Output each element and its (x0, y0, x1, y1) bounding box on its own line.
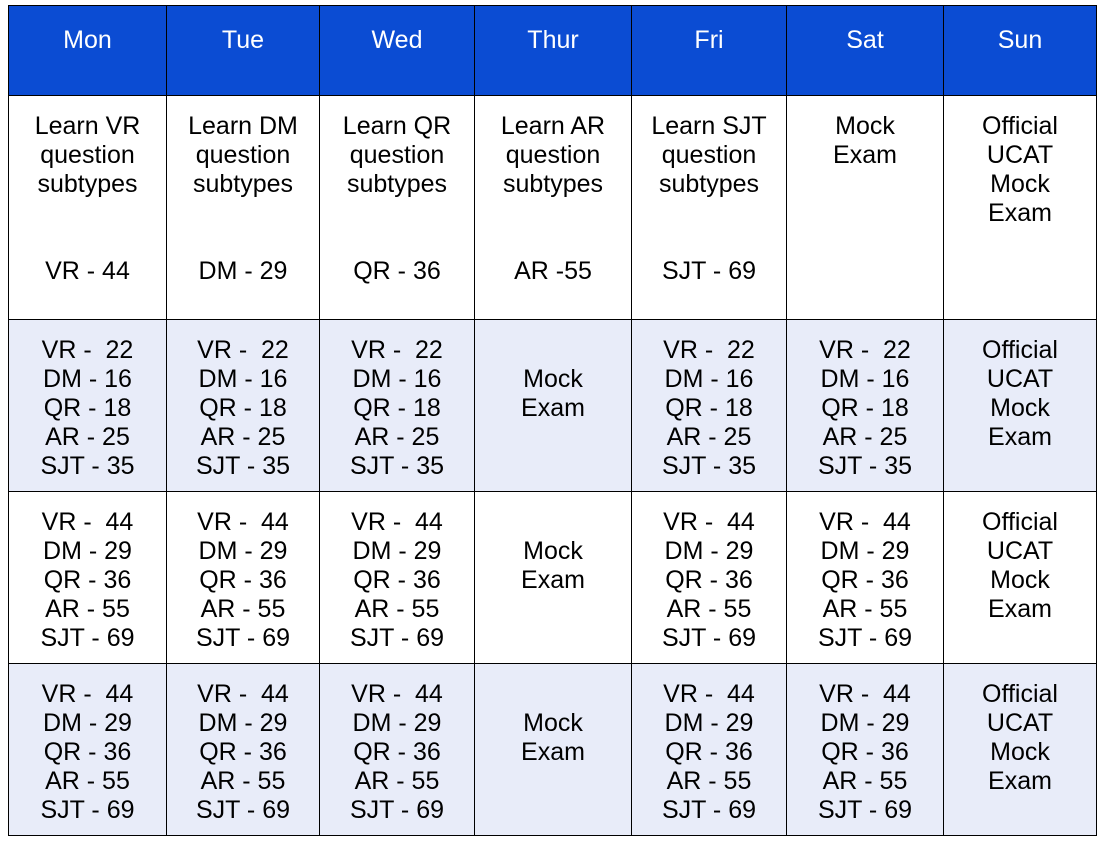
learn-label: Learn AR question subtypes (500, 112, 606, 198)
header-sun: Sun (944, 6, 1097, 96)
learn-label: Learn VR question subtypes (34, 112, 141, 198)
week3-thur-cell (475, 492, 632, 664)
week3-mon-cell: VR - 44 DM - 29 QR - 36 AR - 55 SJT - 69 (9, 492, 167, 664)
week3-fri-cell: VR - 44 DM - 29 QR - 36 AR - 55 SJT - 69 (632, 492, 787, 664)
header-mon: Mon (9, 6, 167, 96)
week3-tue-cell: VR - 44 DM - 29 QR - 36 AR - 55 SJT - 69 (167, 492, 320, 664)
question-count: VR - 44 (45, 257, 130, 285)
mock-exam-label: Mock Exam (521, 365, 585, 422)
week2-thur-cell (475, 320, 632, 492)
week1-sat-cell: Mock Exam (787, 96, 944, 320)
week2-tue-cell: VR - 22 DM - 16 QR - 18 AR - 25 SJT - 35 (167, 320, 320, 492)
week-1-row (9, 96, 1097, 320)
question-count: DM - 29 (198, 257, 288, 285)
header-tue: Tue (167, 6, 320, 96)
week-2-row (9, 320, 1097, 492)
header-fri: Fri (632, 6, 787, 96)
question-count: SJT - 69 (661, 257, 757, 285)
week4-sat-cell: VR - 44 DM - 29 QR - 36 AR - 55 SJT - 69 (787, 664, 944, 836)
study-schedule-table (8, 5, 1097, 836)
week4-mon-cell: VR - 44 DM - 29 QR - 36 AR - 55 SJT - 69 (9, 664, 167, 836)
header-sat: Sat (787, 6, 944, 96)
week1-sun-cell: Official UCAT Mock Exam (944, 96, 1097, 320)
week2-fri-cell: VR - 22 DM - 16 QR - 18 AR - 25 SJT - 35 (632, 320, 787, 492)
week-3-row (9, 492, 1097, 664)
week3-sun-cell: Official UCAT Mock Exam (944, 492, 1097, 664)
learn-label: Learn DM question subtypes (188, 112, 298, 198)
week2-wed-cell: VR - 22 DM - 16 QR - 18 AR - 25 SJT - 35 (320, 320, 475, 492)
week4-tue-cell: VR - 44 DM - 29 QR - 36 AR - 55 SJT - 69 (167, 664, 320, 836)
question-count: QR - 36 (353, 257, 441, 285)
learn-label: Learn QR question subtypes (342, 112, 452, 198)
week3-sat-cell: VR - 44 DM - 29 QR - 36 AR - 55 SJT - 69 (787, 492, 944, 664)
week2-sun-cell: Official UCAT Mock Exam (944, 320, 1097, 492)
mock-exam-label: Mock Exam (521, 537, 585, 594)
header-wed: Wed (320, 6, 475, 96)
week1-fri-cell (632, 96, 787, 320)
week4-sun-cell: Official UCAT Mock Exam (944, 664, 1097, 836)
week4-wed-cell: VR - 44 DM - 29 QR - 36 AR - 55 SJT - 69 (320, 664, 475, 836)
week-4-row (9, 664, 1097, 836)
week1-thur-cell (475, 96, 632, 320)
week4-fri-cell: VR - 44 DM - 29 QR - 36 AR - 55 SJT - 69 (632, 664, 787, 836)
learn-label: Learn SJT question subtypes (651, 112, 767, 198)
header-row (9, 6, 1097, 96)
week1-mon-cell (9, 96, 167, 320)
header-thur: Thur (475, 6, 632, 96)
week4-thur-cell (475, 664, 632, 836)
week3-wed-cell: VR - 44 DM - 29 QR - 36 AR - 55 SJT - 69 (320, 492, 475, 664)
week2-mon-cell: VR - 22 DM - 16 QR - 18 AR - 25 SJT - 35 (9, 320, 167, 492)
week2-sat-cell: VR - 22 DM - 16 QR - 18 AR - 25 SJT - 35 (787, 320, 944, 492)
question-count: AR -55 (514, 257, 592, 285)
mock-exam-label: Mock Exam (521, 709, 585, 766)
week1-wed-cell (320, 96, 475, 320)
week1-tue-cell (167, 96, 320, 320)
